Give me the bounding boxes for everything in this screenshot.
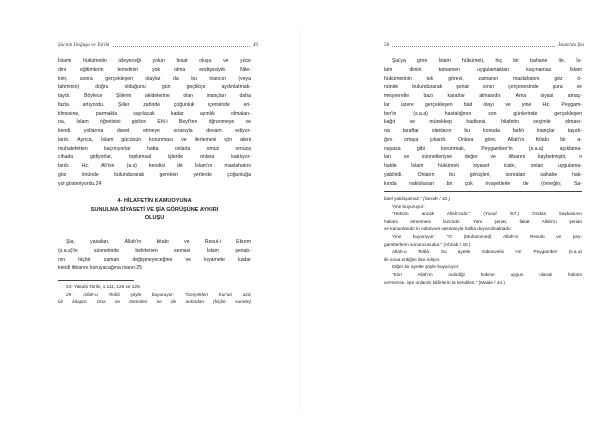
text-line: meşveretle bazı kararlar almasıdır. Ama siyasi amaç- [384,93,582,100]
footnote: hüküm etmemesi lazımdır. Yani şeriat, fakat Allah'ın şeriatı [384,218,582,224]
text-line: tahminin) doğru olduğunu gün geçtikçe aydınlatmak- [58,84,251,91]
text-line: İslami hükümetin izleyeceği yolun fesat oluşu ve yüce [58,58,251,64]
text-line: dini eğitimlerin temelinin yok olma endişesiydi. Nite- [58,66,251,73]
heading-line: 4- HİLAFETİN KAMUOYUNA [117,198,192,204]
text-line: kim; sonra gerçekleşen olaylar da bu inancın (veya [58,75,251,82]
text-line: (s.a.a)'in sünnetinde belirlenen semavi İslam şeriatı- [58,247,251,254]
footnote: vermezse, işte onlardır kâfirlerin ta kendileri." (Maide / 44.) [384,279,505,285]
left-body-text-2 [58,238,251,273]
footnote: Diğer bir ayette şöyle buyuruyor: [392,264,460,270]
text-line: yabilirdi. Onların bu görüşleri, sonraları sahabe hak- [384,171,582,178]
left-footnotes [58,283,251,306]
text-line: kında naklolunan bir çok rivayetlerle de (örneğin; Sa- [384,180,582,187]
text-line: lardı. Hz. Ali'nin (a.s) kendisi de İslam'ın maslahatını [58,163,251,170]
section-heading [58,197,251,223]
footnote: ve kanunlarıdır ki nübüvvet vasıtasıyla halka duyurulmaktadır. [384,226,512,232]
text-line: göz önünde bulundurarak gereken yerlerde çoğunluğa [58,171,251,178]
left-body-text [58,57,251,188]
text-line: cihada gidiyorlar, toplumsal işlerde onlara katılıyor- [58,154,251,161]
right-page [300,0,600,424]
footnote: Yine buyuruyor: "O (Muhammed) Allah'ın Resulü ve pey- [392,233,582,239]
right-page-header [384,42,584,48]
text-line: kendi yollarına davet etmeye sırasıyla devam ediyor- [58,128,251,135]
text-line: halde İslam hükümeti siyaset icabı, onları uygulama- [384,163,582,170]
footnote: "Hüküm ancak Allah'ındır." (Yusuf /67.) Ondan başkasının [392,211,582,217]
text-line: ğını ortaya çıkardı. Onlara göre, Allah'ın Kitabı bir a- [384,136,582,143]
text-line: kağıt ve mürekkep hadisesi, hilafetin seçimle olması- [384,119,582,126]
text-line: nın hiçbir zaman değişmeyeceğine ve kıyamete kadar [58,256,251,263]
heading-line: SUNULMA SİYASETİ VE ŞİA GÖRÜŞÜNE AYKIRI [90,206,219,213]
footnote: gamberlerin sonuncusudur." (Ahzab / 40.) [384,241,471,247]
page-number: 50 [384,42,390,48]
heading-line: OLUŞU [144,215,165,222]
right-body-text [384,57,582,188]
footnote: batıl yaklaşamaz." (Secde / 42.) [384,196,451,201]
text-line: taydı. Böylece Şiilerin akidelerine olan inançları daha [58,93,251,100]
text-line: tilmesine, parmakla sayılacak kadar azınlık olmaları- [58,110,251,117]
header-dot-leader [113,43,250,47]
footnote-divider [384,191,582,192]
footnote: bir kitaptır. Ona ne önünden ne de ardından (hiçbir surette) [58,299,251,305]
text-line: hükümetinin tek görevi, zamanın maslahatını göz ö- [384,75,582,82]
text-line: Şia'ya göre İslam hükümeti, hiç bir bahane ile, İs- [392,58,582,64]
page-number: 49 [252,42,258,48]
footnote-divider [58,280,134,281]
footnote: 24- Yakubi Tarihi, s.111, 126 ve 129. [66,284,141,289]
text-line: lardı. Ayrıca, İslam gücünün korunması ve ilerlemesi için aleni [58,136,251,143]
header-dot-leader [392,43,555,47]
left-page-header [58,42,258,48]
text-line: muhalefetten kaçınıyorlar hatta onlarla omuz omuza [58,145,251,152]
text-line: lam dinini tamamen uygulamaktan kaçınamaz. İslam [384,66,582,73]
footnote: 25- Allah-u Teâlâ şöyle buyuruyor: "Gerçekten Kur'an aziz [66,291,251,297]
footnote: "Kim Allah'ın indirdiği hükme uygun olarak hüküm [392,271,582,277]
chapter-title: Şia'nın Doğuşu ve Tarihi [58,42,110,48]
book-title: İslam'da Şia [558,42,584,48]
footnote: Yine buyuruyor: [392,203,425,209]
text-line: na taraftar olanların bu konuda farklı inançlar taşıdı- [384,128,582,135]
footnote: ile sona erdiğini ilan ediyor. [384,256,441,262]
text-line: ları ve sünnetleriyse değer ve itibarını kaybetmiştir, o [384,154,582,161]
text-line: lar üzere gerçekleşen biat olayı ve yine Hz. Peygam- [384,101,582,108]
text-line: kendi itibarını koruyacağına inanır.25 [58,265,143,272]
text-line: nünde bulundurarak şeriat sınırı çerçevesinde şura ve [384,84,582,91]
right-footnotes [384,195,582,286]
text-line: yol gösteriyordu.24 [58,180,102,187]
text-line: nayasa gibi korunmalı, Peygamber'in (s.a.a) açıklama- [384,145,582,152]
text-line: na, İslam öğretisini gizlice Ehl-i Beyt'ten öğrenmeye ve [58,119,251,126]
text-line: fazla artıyordu. Şiiler zahirde çoğunluk içerisinde eri- [58,101,251,108]
footnote: Allah-u Teâlâ, bu ayetle nübüvvetin Hz. Peygamber (s.a.a) [392,249,582,255]
text-line: ber'in (s.a.a) hastalığının son günlerinde gerçekleşen [384,110,582,117]
text-line: Şia, yasaları, Allah'ın kitabı ve Resul-i Ekrem [66,239,251,245]
